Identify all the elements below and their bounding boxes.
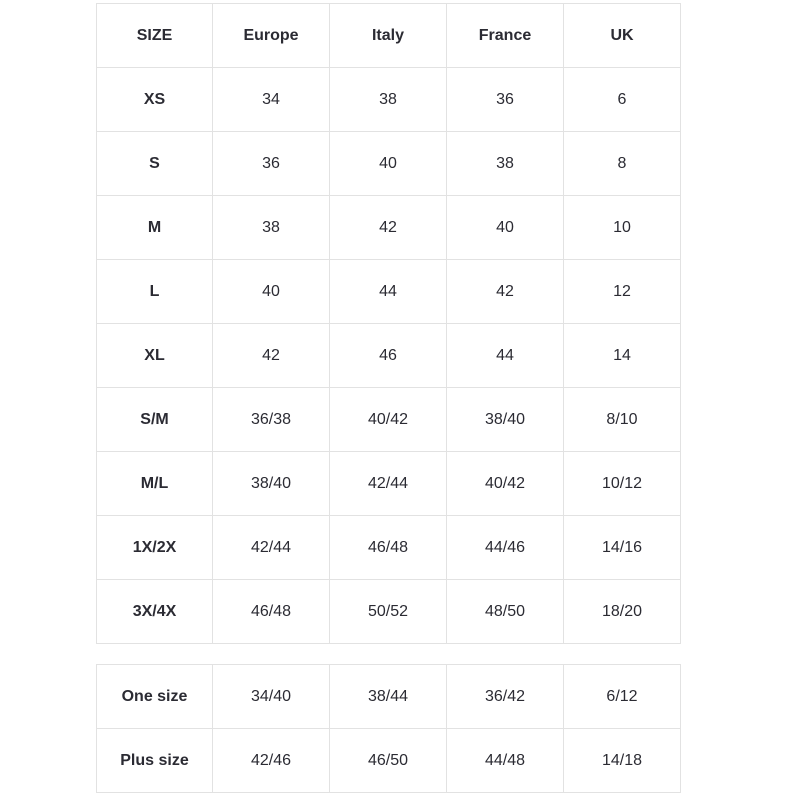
- cell-italy: 42/44: [330, 452, 447, 516]
- cell-uk: 10: [564, 196, 681, 260]
- cell-italy: 40: [330, 132, 447, 196]
- cell-france: 38/40: [447, 388, 564, 452]
- row-label: One size: [97, 665, 213, 729]
- cell-italy: 38: [330, 68, 447, 132]
- cell-europe: 34: [213, 68, 330, 132]
- table-row: [97, 516, 681, 580]
- cell-uk: 14/16: [564, 516, 681, 580]
- cell-italy: 46/48: [330, 516, 447, 580]
- cell-uk: 18/20: [564, 580, 681, 644]
- row-label: 1X/2X: [97, 516, 213, 580]
- table-row: [97, 665, 681, 729]
- secondary-size-table-wrapper: [96, 664, 680, 793]
- cell-france: 48/50: [447, 580, 564, 644]
- secondary-size-table: [96, 664, 681, 793]
- main-size-table: [96, 3, 681, 644]
- row-label: XL: [97, 324, 213, 388]
- row-label: L: [97, 260, 213, 324]
- table-row: [97, 132, 681, 196]
- cell-europe: 42: [213, 324, 330, 388]
- cell-france: 44: [447, 324, 564, 388]
- cell-italy: 44: [330, 260, 447, 324]
- row-label: M: [97, 196, 213, 260]
- cell-uk: 10/12: [564, 452, 681, 516]
- cell-france: 44/48: [447, 729, 564, 793]
- cell-italy: 50/52: [330, 580, 447, 644]
- cell-uk: 12: [564, 260, 681, 324]
- table-row: [97, 580, 681, 644]
- table-row: [97, 452, 681, 516]
- cell-france: 36/42: [447, 665, 564, 729]
- cell-europe: 42/46: [213, 729, 330, 793]
- cell-uk: 8/10: [564, 388, 681, 452]
- cell-europe: 34/40: [213, 665, 330, 729]
- cell-europe: 40: [213, 260, 330, 324]
- row-label: S: [97, 132, 213, 196]
- cell-uk: 14/18: [564, 729, 681, 793]
- cell-italy: 38/44: [330, 665, 447, 729]
- cell-france: 36: [447, 68, 564, 132]
- cell-italy: 46: [330, 324, 447, 388]
- table-row: [97, 729, 681, 793]
- cell-italy: 42: [330, 196, 447, 260]
- cell-france: 44/46: [447, 516, 564, 580]
- table-row: [97, 388, 681, 452]
- cell-europe: 46/48: [213, 580, 330, 644]
- cell-europe: 36/38: [213, 388, 330, 452]
- cell-france: 42: [447, 260, 564, 324]
- row-label: XS: [97, 68, 213, 132]
- cell-france: 40/42: [447, 452, 564, 516]
- table-row: [97, 68, 681, 132]
- column-header-france: France: [447, 4, 564, 68]
- column-header-uk: UK: [564, 4, 681, 68]
- cell-europe: 38/40: [213, 452, 330, 516]
- table-row: [97, 196, 681, 260]
- column-header-size: SIZE: [97, 4, 213, 68]
- main-size-table-wrapper: [96, 3, 680, 644]
- cell-france: 38: [447, 132, 564, 196]
- row-label: M/L: [97, 452, 213, 516]
- table-row: [97, 260, 681, 324]
- cell-italy: 46/50: [330, 729, 447, 793]
- cell-uk: 14: [564, 324, 681, 388]
- row-label: S/M: [97, 388, 213, 452]
- cell-europe: 42/44: [213, 516, 330, 580]
- cell-uk: 6/12: [564, 665, 681, 729]
- cell-uk: 6: [564, 68, 681, 132]
- cell-france: 40: [447, 196, 564, 260]
- row-label: Plus size: [97, 729, 213, 793]
- table-row: [97, 324, 681, 388]
- cell-italy: 40/42: [330, 388, 447, 452]
- row-label: 3X/4X: [97, 580, 213, 644]
- table-header-row: [97, 4, 681, 68]
- cell-uk: 8: [564, 132, 681, 196]
- column-header-europe: Europe: [213, 4, 330, 68]
- cell-europe: 38: [213, 196, 330, 260]
- cell-europe: 36: [213, 132, 330, 196]
- column-header-italy: Italy: [330, 4, 447, 68]
